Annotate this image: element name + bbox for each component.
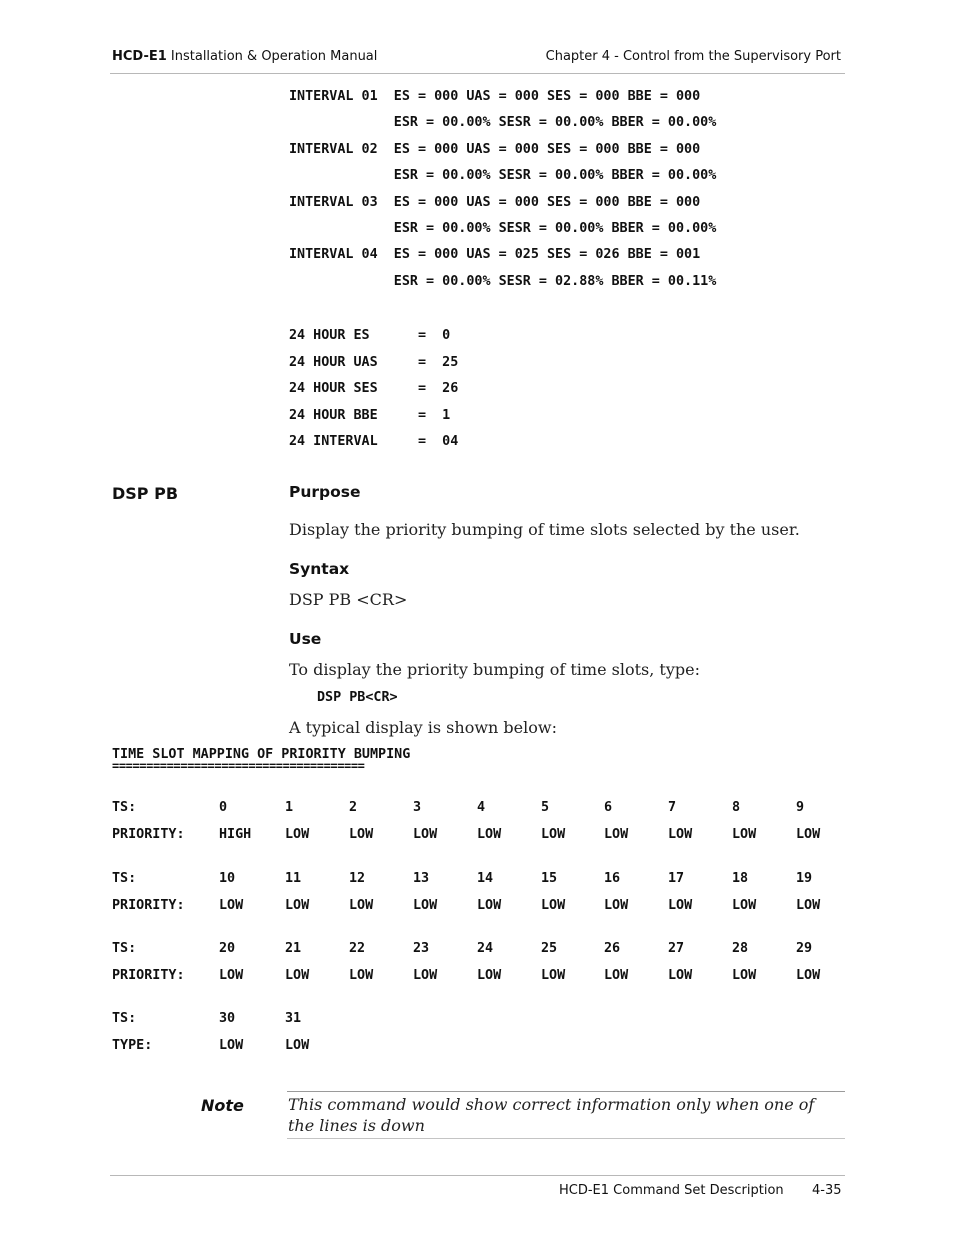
note-text: This command would show correct information only when one of the lines is down <box>288 1095 815 1135</box>
time-slot-number: 18 <box>732 871 749 886</box>
priority-value: LOW <box>349 897 374 913</box>
page-header-right: Chapter 4 - Control from the Supervisory Port <box>545 49 841 64</box>
interval-line: ESR = 00.00% SESR = 00.00% BBER = 00.00% <box>289 221 717 236</box>
section-title: DSP PB <box>112 484 179 503</box>
priority-value: LOW <box>604 897 629 913</box>
note-top-rule <box>287 1091 845 1092</box>
time-slot-number: 23 <box>413 941 430 956</box>
header-rule <box>110 73 845 74</box>
time-slot-number: 2 <box>349 800 358 815</box>
interval-line: INTERVAL 04 ES = 000 UAS = 025 SES = 026 BBE = 001 <box>289 247 701 263</box>
time-slot-number: 0 <box>219 800 228 815</box>
ts-row-label: TS: <box>112 871 137 886</box>
priority-value: LOW <box>219 967 244 983</box>
priority-value: LOW <box>796 897 821 913</box>
priority-value: LOW <box>796 826 821 842</box>
hour-stat-line: 24 INTERVAL = 04 <box>289 434 459 449</box>
priority-value: LOW <box>541 826 566 842</box>
ts-row-label: TS: <box>112 1011 137 1026</box>
mapping-title: TIME SLOT MAPPING OF PRIORITY BUMPING <box>112 747 411 762</box>
time-slot-number: 20 <box>219 941 236 956</box>
priority-value: LOW <box>477 897 502 913</box>
time-slot-number: 10 <box>219 871 236 886</box>
priority-value: LOW <box>668 826 693 842</box>
syntax-heading: Syntax <box>289 560 350 578</box>
time-slot-number: 15 <box>541 871 558 886</box>
time-slot-number: 22 <box>349 941 366 956</box>
priority-value: LOW <box>349 826 374 842</box>
priority-value: LOW <box>732 967 757 983</box>
time-slot-number: 3 <box>413 800 422 815</box>
priority-value: LOW <box>219 1037 244 1053</box>
ts-row-label: TS: <box>112 800 137 815</box>
use-heading: Use <box>289 630 322 648</box>
priority-row-label: PRIORITY: <box>112 826 185 842</box>
time-slot-number: 19 <box>796 871 813 886</box>
priority-row-label: PRIORITY: <box>112 897 185 913</box>
hour-stat-line: 24 HOUR ES = 0 <box>289 328 451 343</box>
hour-stat-line: 24 HOUR UAS = 25 <box>289 354 459 370</box>
manual-title: Installation & Operation Manual <box>166 49 378 64</box>
priority-value: LOW <box>732 826 757 842</box>
time-slot-number: 4 <box>477 800 486 815</box>
footer-title: HCD-E1 Command Set Description <box>559 1183 784 1198</box>
priority-value: HIGH <box>219 826 252 842</box>
time-slot-number: 7 <box>668 800 677 815</box>
interval-line: INTERVAL 03 ES = 000 UAS = 000 SES = 000 BBE = 000 <box>289 194 701 210</box>
interval-line: ESR = 00.00% SESR = 02.88% BBER = 00.11% <box>289 273 717 289</box>
time-slot-number: 9 <box>796 800 805 815</box>
use-text: To display the priority bumping of time slots, type: <box>289 660 700 679</box>
hour-stat-line: 24 HOUR BBE = 1 <box>289 407 451 423</box>
priority-value: LOW <box>668 897 693 913</box>
typical-display-text: A typical display is shown below: <box>289 718 557 737</box>
footer-rule <box>110 1175 845 1176</box>
purpose-heading: Purpose <box>289 483 361 501</box>
time-slot-number: 24 <box>477 941 494 956</box>
note-bottom-rule <box>287 1138 845 1139</box>
time-slot-number: 1 <box>285 800 294 815</box>
priority-value: LOW <box>732 897 757 913</box>
interval-line: INTERVAL 01 ES = 000 UAS = 000 SES = 000 BBE = 000 <box>289 89 701 104</box>
priority-value: LOW <box>413 967 438 983</box>
time-slot-number: 27 <box>668 941 685 956</box>
interval-line: INTERVAL 02 ES = 000 UAS = 000 SES = 000 BBE = 000 <box>289 141 701 157</box>
priority-row-label: PRIORITY: <box>112 967 185 983</box>
time-slot-number: 26 <box>604 941 621 956</box>
priority-value: LOW <box>285 826 310 842</box>
interval-line: ESR = 00.00% SESR = 00.00% BBER = 00.00% <box>289 168 717 184</box>
priority-value: LOW <box>477 967 502 983</box>
manual-product-name: HCD-E1 <box>112 49 167 64</box>
priority-value: LOW <box>796 967 821 983</box>
time-slot-number: 28 <box>732 941 749 956</box>
time-slot-number: 14 <box>477 871 494 886</box>
priority-value: LOW <box>413 897 438 913</box>
interval-line: ESR = 00.00% SESR = 00.00% BBER = 00.00% <box>289 115 717 131</box>
time-slot-number: 17 <box>668 871 685 886</box>
hour-stat-line: 24 HOUR SES = 26 <box>289 381 459 396</box>
time-slot-number: 31 <box>285 1011 302 1026</box>
priority-value: LOW <box>413 826 438 842</box>
time-slot-number: 30 <box>219 1011 236 1026</box>
priority-value: LOW <box>541 967 566 983</box>
time-slot-number: 6 <box>604 800 613 815</box>
ts-row-label: TS: <box>112 941 137 956</box>
note-label: Note <box>201 1096 244 1115</box>
priority-value: LOW <box>604 826 629 842</box>
time-slot-number: 13 <box>413 871 430 886</box>
time-slot-number: 11 <box>285 871 302 886</box>
footer-page-number: 4-35 <box>812 1183 842 1198</box>
priority-value: LOW <box>285 967 310 983</box>
priority-value: LOW <box>285 1037 310 1053</box>
page-header-left <box>112 49 377 64</box>
use-command: DSP PB<CR> <box>317 690 398 705</box>
priority-value: LOW <box>477 826 502 842</box>
time-slot-number: 21 <box>285 941 302 956</box>
priority-value: LOW <box>668 967 693 983</box>
priority-value: LOW <box>541 897 566 913</box>
mapping-title-underline: ===================================== <box>112 759 365 773</box>
time-slot-number: 29 <box>796 941 813 956</box>
priority-row-label: TYPE: <box>112 1037 153 1053</box>
time-slot-number: 12 <box>349 871 366 886</box>
time-slot-number: 25 <box>541 941 558 956</box>
time-slot-number: 8 <box>732 800 741 815</box>
time-slot-number: 5 <box>541 800 550 815</box>
priority-value: LOW <box>219 897 244 913</box>
priority-value: LOW <box>604 967 629 983</box>
time-slot-number: 16 <box>604 871 621 886</box>
priority-value: LOW <box>285 897 310 913</box>
priority-value: LOW <box>349 967 374 983</box>
purpose-text: Display the priority bumping of time slots selected by the user. <box>289 520 800 539</box>
syntax-text: DSP PB <CR> <box>289 590 408 609</box>
